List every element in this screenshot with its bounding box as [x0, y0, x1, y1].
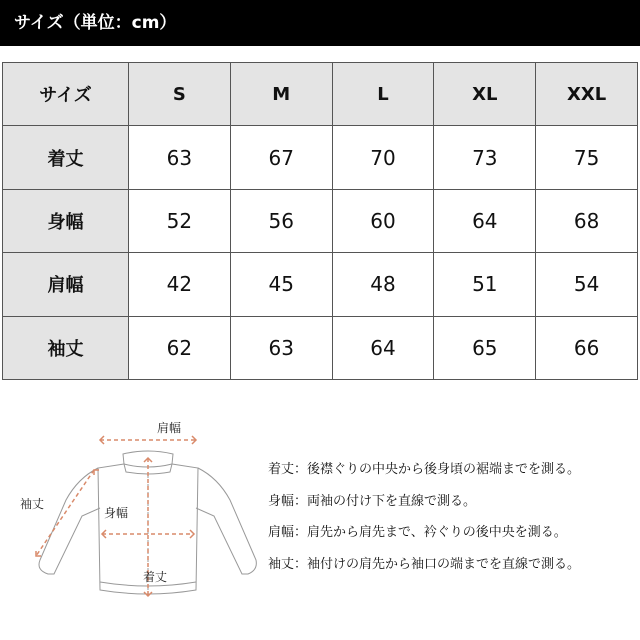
size-header-s: S — [129, 63, 231, 126]
body-width-label: 身幅 — [104, 506, 129, 520]
size-header-xxl: XXL — [536, 63, 638, 126]
table-cell: 62 — [129, 316, 231, 379]
table-cell: 52 — [129, 189, 231, 252]
table-cell: 51 — [434, 253, 536, 316]
table-cell: 70 — [332, 126, 434, 189]
size-header-m: M — [230, 63, 332, 126]
table-row — [3, 316, 638, 379]
table-row — [3, 126, 638, 189]
shoulder-width-label: 肩幅 — [157, 421, 182, 435]
table-cell: 48 — [332, 253, 434, 316]
table-cell: 66 — [536, 316, 638, 379]
table-corner-label: サイズ — [3, 63, 129, 126]
table-cell: 75 — [536, 126, 638, 189]
note-length: 着丈：後襟ぐりの中央から後身頃の裾端までを測る。 — [268, 462, 581, 477]
measurement-notes — [268, 458, 636, 584]
table-cell: 64 — [434, 189, 536, 252]
table-cell: 63 — [230, 316, 332, 379]
note-sleeve-length: 袖丈：袖付けの肩先から袖口の端までを直線で測る。 — [268, 556, 581, 572]
row-label: 身幅 — [3, 189, 129, 252]
table-header-row — [3, 63, 638, 126]
table-cell: 42 — [129, 253, 231, 316]
row-label: 袖丈 — [3, 316, 129, 379]
table-cell: 67 — [230, 126, 332, 189]
length-label: 着丈 — [143, 570, 168, 584]
note-body-width: 身幅：両袖の付け下を直線で測る。 — [268, 493, 477, 509]
table-cell: 68 — [536, 189, 638, 252]
row-label: 肩幅 — [3, 253, 129, 316]
table-cell: 65 — [434, 316, 536, 379]
table-cell: 64 — [332, 316, 434, 379]
jacket-measurement-diagram — [0, 412, 260, 612]
size-header-l: L — [332, 63, 434, 126]
page-title: サイズ（単位：cm） — [0, 0, 640, 46]
table-cell: 45 — [230, 253, 332, 316]
size-header-xl: XL — [434, 63, 536, 126]
table-cell: 60 — [332, 189, 434, 252]
table-cell: 73 — [434, 126, 536, 189]
table-cell: 54 — [536, 253, 638, 316]
table-cell: 63 — [129, 126, 231, 189]
table-row — [3, 189, 638, 252]
note-shoulder-width: 肩幅：肩先から肩先まで、衿ぐりの後中央を測る。 — [268, 525, 567, 540]
row-label: 着丈 — [3, 126, 129, 189]
table-cell: 56 — [230, 189, 332, 252]
jacket-outline-icon — [0, 412, 260, 612]
size-table — [2, 62, 638, 380]
sleeve-length-label: 袖丈 — [20, 497, 45, 511]
table-row — [3, 253, 638, 316]
